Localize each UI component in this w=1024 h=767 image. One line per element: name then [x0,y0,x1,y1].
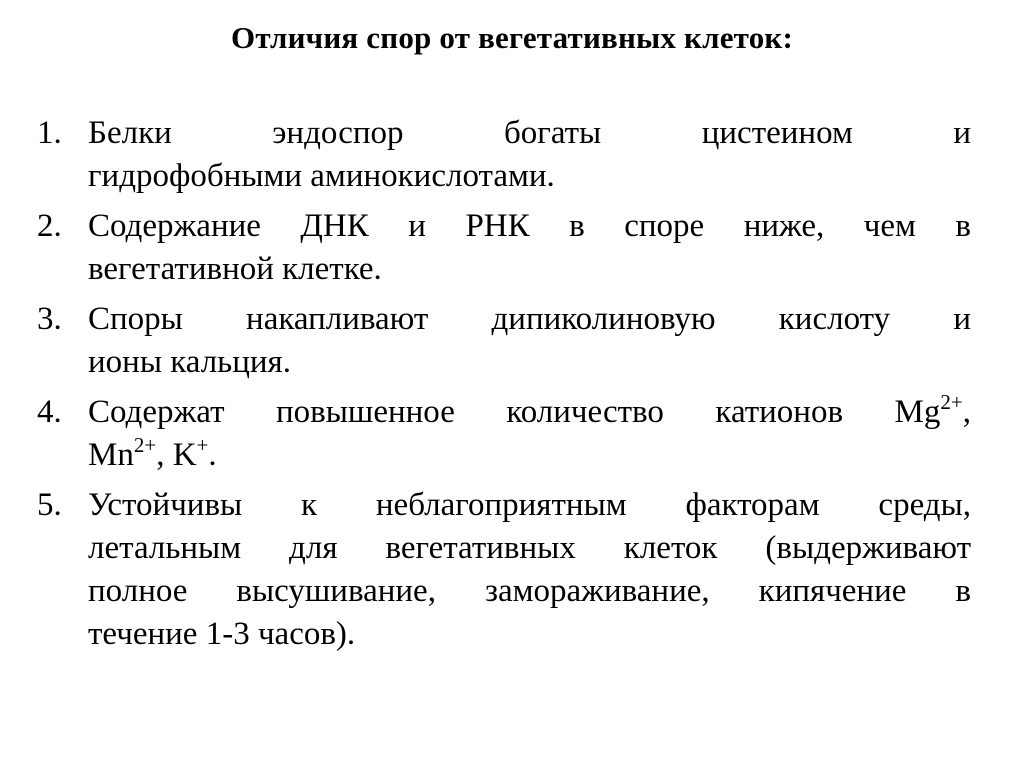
list-item-number: 4. [37,394,62,430]
list-item-1 [0,112,1024,198]
text-run: , K [156,437,197,473]
list-item-line: полное высушивание, замораживание, кипячение в [88,573,971,609]
list-item-line: Устойчивы к неблагоприятным факторам среды, [88,487,971,523]
superscript: 2+ [133,433,157,457]
list-item-line [88,391,971,434]
list-item-text [88,205,971,291]
list-item-line: Белки эндоспор богаты цистеином и [88,115,971,151]
list-item-5 [0,484,1024,656]
slide-title: Отличия спор от вегетативных клеток: [231,20,793,55]
list-item-number: 3. [37,301,62,337]
list-item-line: вегетативной клетке. [88,251,382,287]
list-item-line: ионы кальция. [88,344,291,380]
list-item-4 [0,391,1024,477]
list-item-2 [0,205,1024,291]
text-run: , [962,394,971,430]
list-item-line [88,434,971,477]
list-item-text [88,484,971,656]
list-item-line: Содержание ДНК и РНК в споре ниже, чем в [88,208,971,244]
list-item-number: 2. [37,208,62,244]
text-run: . [208,437,217,473]
list-item-3 [0,298,1024,384]
list-item-text [88,112,971,198]
list-item-number: 5. [37,487,62,523]
list-item-line: летальным для вегетативных клеток (выдерживают [88,530,971,566]
list-item-line: гидрофобными аминокислотами. [88,158,555,194]
list-item-line: Споры накапливают дипиколиновую кислоту и [88,301,971,337]
list-item-line: течение 1-3 часов). [88,616,356,652]
list-item-number: 1. [37,115,62,151]
list-item-text [88,391,971,477]
superscript: + [196,433,209,457]
difference-list [0,112,1024,663]
text-run: Mn [88,437,134,473]
text-run: Содержат повышенное количество катионов Mg [88,394,941,430]
superscript: 2+ [940,390,963,414]
list-item-text [88,298,971,384]
